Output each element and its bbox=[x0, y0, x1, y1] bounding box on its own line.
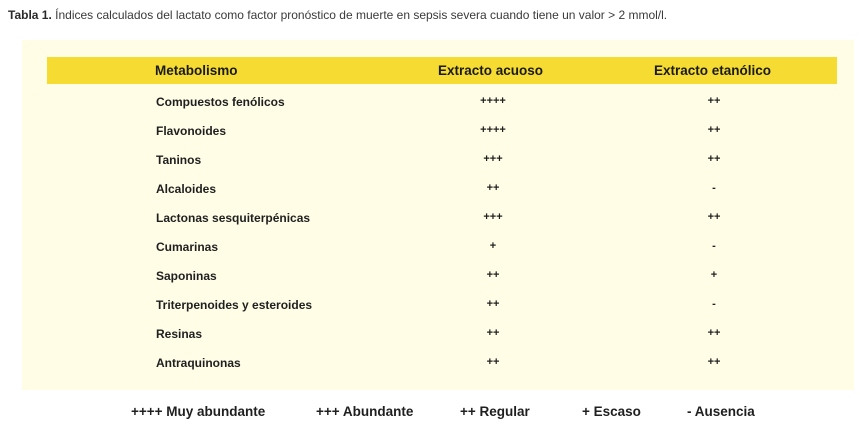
table-row bbox=[22, 122, 854, 151]
etanolico-value: ++ bbox=[707, 153, 721, 165]
metabolite-name: Taninos bbox=[156, 153, 202, 167]
table-row bbox=[22, 296, 854, 325]
legend-abundante: +++ Abundante bbox=[316, 404, 414, 419]
metabolite-name: Compuestos fenólicos bbox=[156, 95, 285, 109]
acuoso-value: ++++ bbox=[480, 95, 506, 107]
metabolite-name: Alcaloides bbox=[156, 182, 217, 196]
table-header bbox=[47, 57, 837, 84]
caption-text: Índices calculados del lactato como factor pronóstico de muerte en sepsis severa cuando tiene un valor > 2 mmol/l. bbox=[55, 8, 668, 22]
acuoso-value: ++++ bbox=[480, 124, 506, 136]
etanolico-value: ++ bbox=[707, 211, 721, 223]
table-row bbox=[22, 267, 854, 296]
acuoso-value: + bbox=[489, 240, 497, 252]
caption-label: Tabla 1. bbox=[8, 8, 52, 22]
etanolico-value: ++ bbox=[707, 95, 721, 107]
metabolite-name: Triterpenoides y esteroides bbox=[156, 298, 313, 312]
table-row bbox=[22, 151, 854, 180]
metabolite-name: Saponinas bbox=[156, 269, 217, 283]
metabolite-name: Resinas bbox=[156, 327, 203, 341]
acuoso-value: ++ bbox=[486, 182, 500, 194]
table-caption bbox=[8, 8, 667, 22]
etanolico-value: - bbox=[712, 182, 716, 194]
etanolico-value: ++ bbox=[707, 356, 721, 368]
acuoso-value: +++ bbox=[483, 153, 503, 165]
etanolico-value: - bbox=[712, 298, 716, 310]
acuoso-value: ++ bbox=[486, 356, 500, 368]
metabolite-name: Flavonoides bbox=[156, 124, 227, 138]
table-row bbox=[22, 93, 854, 122]
table-row bbox=[22, 238, 854, 267]
etanolico-value: + bbox=[710, 269, 718, 281]
table-row bbox=[22, 209, 854, 238]
header-extracto-acuoso: Extracto acuoso bbox=[438, 63, 544, 78]
table-row bbox=[22, 354, 854, 383]
metabolite-name: Antraquinonas bbox=[156, 356, 241, 370]
legend-regular: ++ Regular bbox=[460, 404, 530, 419]
metabolite-name: Lactonas sesquiterpénicas bbox=[156, 211, 311, 225]
etanolico-value: ++ bbox=[707, 124, 721, 136]
acuoso-value: ++ bbox=[486, 327, 500, 339]
etanolico-value: ++ bbox=[707, 327, 721, 339]
header-extracto-etanolico: Extracto etanólico bbox=[654, 63, 772, 78]
table-panel bbox=[22, 40, 854, 390]
table-body bbox=[22, 93, 854, 383]
etanolico-value: - bbox=[712, 240, 716, 252]
table-row bbox=[22, 180, 854, 209]
legend-ausencia: - Ausencia bbox=[687, 404, 755, 419]
acuoso-value: ++ bbox=[486, 269, 500, 281]
legend-muy-abundante: ++++ Muy abundante bbox=[131, 404, 266, 419]
acuoso-value: +++ bbox=[483, 211, 503, 223]
header-metabolismo: Metabolismo bbox=[155, 63, 238, 78]
table-row bbox=[22, 325, 854, 354]
legend-escaso: + Escaso bbox=[582, 404, 641, 419]
metabolite-name: Cumarinas bbox=[156, 240, 219, 254]
acuoso-value: ++ bbox=[486, 298, 500, 310]
